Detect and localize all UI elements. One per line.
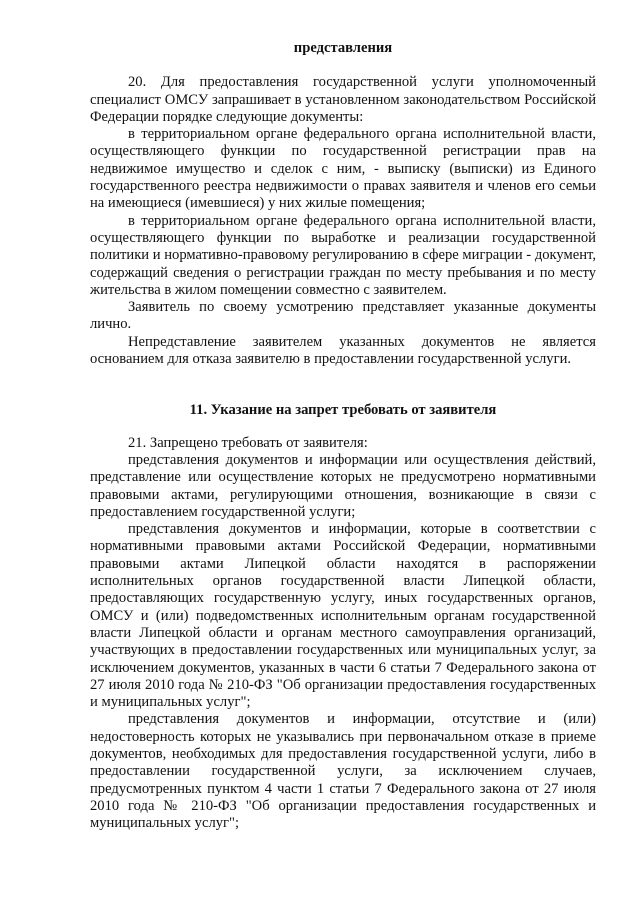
section-heading-top: представления [293,40,393,56]
paragraph-rosreestr: в территориальном органе федерального органа исполнительной власти, осуществляющего функции по государственной регистрации прав на недвижимое имущество и сделок с ним, - выписку (выписки) из Единого государственного реестра недвижимости о правах заявителя и членов его семьи на имеющиеся (имевшиеся) у них жилые помещения; [90,126,596,212]
document-page [90,40,596,832]
paragraph-prohibition-1: представления документов и информации или осуществления действий, представление или осуществление которых не предусмотрено нормативными правовыми актами, регулирующими отношения, возникающие в связи с предоставлением государственной услуги; [90,451,596,520]
paragraph-prohibition-2: представления документов и информации, которые в соответствии с нормативными правовыми актами Российской Федерации, нормативными правовыми актами Липецкой области находятся в распоряжении исполнительных органов государственной власти Липецкой области, предоставляющих государственную услугу, иных государственных органов, ОМСУ и (или) подведомственных исполнительным органам государственной власти Липецкой области и органам местного самоуправления организаций, участвующих в предоставлении государственных или муниципальных услуг, за исключением документов, указанных в части 6 статьи 7 Федерального закона от 27 июля 2010 года № 210-ФЗ "Об организации предоставления государственных и муниципальных услуг"; [90,521,596,711]
paragraph-20: 20. Для предоставления государственной услуги уполномоченный специалист ОМСУ запрашивает в установленном законодательством Российской Федерации порядке следующие документы: [90,74,596,125]
paragraph-migration: в территориальном органе федерального органа исполнительной власти, осуществляющего функции по выработке и реализации государственной политики и нормативно-правовому регулированию в сфере миграции - документ, содержащий сведения о регистрации граждан по месту пребывания и по месту жительства в жилом помещении совместно с заявителем. [90,212,596,298]
paragraph-21: 21. Запрещено требовать от заявителя: [128,434,368,451]
section-heading-11: 11. Указание на запрет требовать от заявителя [189,402,497,419]
paragraph-prohibition-3: представления документов и информации, отсутствие и (или) недостоверность которых не указывались при первоначальном отказе в приеме документов, необходимых для предоставления государственной услуги, либо в предоставлении государственной услуги, за исключением случаев, предусмотренных пунктом 4 части 1 статьи 7 Федерального закона от 27 июля 2010 года № 210-ФЗ "Об организации предоставления государственных и муниципальных услуг"; [90,711,596,832]
paragraph-non-submission: Непредставление заявителем указанных документов не является основанием для отказа заявителю в предоставлении государственной услуги. [90,333,596,368]
paragraph-applicant-own: Заявитель по своему усмотрению представляет указанные документы лично. [90,299,596,333]
